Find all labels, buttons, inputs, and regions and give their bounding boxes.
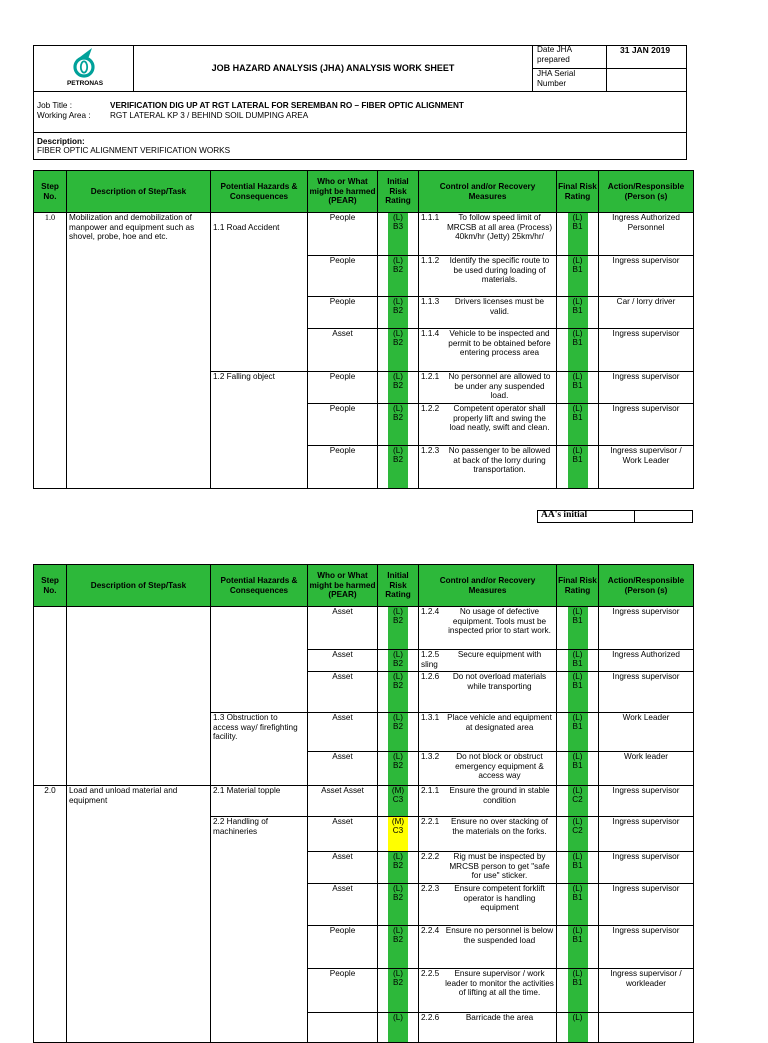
responsible: Ingress supervisor xyxy=(599,672,694,713)
working-area-label: Working Area : xyxy=(37,111,91,120)
description-text: FIBER OPTIC ALIGNMENT VERIFICATION WORKS xyxy=(37,146,231,155)
jha-table-1 xyxy=(33,170,694,489)
responsible: Car / lorry driver xyxy=(599,297,694,329)
control: 2.2.6 Barricade the area xyxy=(419,1013,557,1043)
initial-rating: (L) B2 xyxy=(378,329,419,372)
responsible: Ingress supervisor xyxy=(599,256,694,297)
hazard: 2.2 Handling of machineries xyxy=(211,817,308,1043)
control: 1.2.3 No passenger to be allowed at back of the lorry during transportation. xyxy=(419,446,557,489)
control: 2.2.2 Rig must be inspected by MRCSB person to get "safe for use" sticker. xyxy=(419,852,557,884)
initial-rating: (L) B3 xyxy=(378,213,419,256)
final-rating: (L) C2 xyxy=(557,817,599,852)
final-rating: (L) B1 xyxy=(557,404,599,446)
serial-label: JHA Serial Number xyxy=(537,69,576,88)
control: 1.2.2 Competent operator shall properly lift and swing the load neatly, swift and clean. xyxy=(419,404,557,446)
initial-rating: (L) B2 xyxy=(378,650,419,672)
pear: Asset xyxy=(308,672,378,713)
final-rating: (L) B1 xyxy=(557,852,599,884)
col-header: Control and/or Recovery Measures xyxy=(419,565,557,607)
pear: Asset xyxy=(308,817,378,852)
pear: People xyxy=(308,404,378,446)
control: 2.2.5 Ensure supervisor / work leader to monitor the activities of lifting at all the time. xyxy=(419,969,557,1013)
step-desc: Load and unload material and equipment xyxy=(67,786,211,1043)
hazard: 1.2 Falling object xyxy=(211,372,308,489)
col-header: Final Risk Rating xyxy=(557,565,599,607)
step-desc xyxy=(67,607,211,786)
pear: People xyxy=(308,372,378,404)
responsible: Ingress supervisor xyxy=(599,786,694,817)
col-header: Final Risk Rating xyxy=(557,171,599,213)
step-no xyxy=(34,607,67,786)
final-rating: (L) B1 xyxy=(557,650,599,672)
step-desc: Mobilization and demobilization of manpower and equipment such as shovel, probe, hoe and etc. xyxy=(67,213,211,489)
step-no: 2.0 xyxy=(34,786,67,1043)
initial-rating: (L) B2 xyxy=(378,926,419,969)
initial-rating: (L) B2 xyxy=(378,404,419,446)
final-rating: (L) B1 xyxy=(557,969,599,1013)
pear: People xyxy=(308,256,378,297)
pear: Asset xyxy=(308,329,378,372)
final-rating: (L) B1 xyxy=(557,329,599,372)
control: 1.1.1 To follow speed limit of MRCSB at all area (Process) 40km/hr (Jetty) 25km/hr/ xyxy=(419,213,557,256)
job-title: VERIFICATION DIG UP AT RGT LATERAL FOR SEREMBAN RO – FIBER OPTIC ALIGNMENT xyxy=(110,101,464,110)
final-rating: (L) B1 xyxy=(557,752,599,786)
final-rating: (L) B1 xyxy=(557,672,599,713)
pear: Asset Asset xyxy=(308,786,378,817)
col-header: Potential Hazards & Consequences xyxy=(211,565,308,607)
initial-rating: (L) B2 xyxy=(378,713,419,752)
col-header: Initial Risk Rating xyxy=(378,171,419,213)
initial-rating: (L) B2 xyxy=(378,852,419,884)
responsible: Ingress supervisor xyxy=(599,372,694,404)
hazard: 2.1 Material topple xyxy=(211,786,308,817)
pear: People xyxy=(308,926,378,969)
responsible: Ingress supervisor / Work Leader xyxy=(599,446,694,489)
initial-rating: (L) B2 xyxy=(378,446,419,489)
table-header-row xyxy=(34,171,694,213)
final-rating: (L) B1 xyxy=(557,446,599,489)
responsible: Ingress supervisor xyxy=(599,852,694,884)
pear: People xyxy=(308,297,378,329)
responsible: Ingress Authorized xyxy=(599,650,694,672)
control: 1.2.4 No usage of defective equipment. Tools must be inspected prior to start work. xyxy=(419,607,557,650)
aa-initial-divider xyxy=(634,510,635,523)
control: 1.1.2 Identify the specific route to be used during loading of materials. xyxy=(419,256,557,297)
initial-rating: (L) B2 xyxy=(378,297,419,329)
date-value: 31 JAN 2019 xyxy=(620,45,671,55)
final-rating: (L) B1 xyxy=(557,256,599,297)
control: 2.2.3 Ensure competent forklift operator is handling equipment xyxy=(419,884,557,926)
col-header: Action/Responsible (Person (s) xyxy=(599,171,694,213)
responsible: Ingress Authorized Personnel xyxy=(599,213,694,256)
col-header: Action/Responsible (Person (s) xyxy=(599,565,694,607)
pear: People xyxy=(308,213,378,256)
control: 2.1.1 Ensure the ground in stable condition xyxy=(419,786,557,817)
description-label: Description: xyxy=(37,137,85,146)
table-row xyxy=(34,607,694,650)
col-header: Potential Hazards & Consequences xyxy=(211,171,308,213)
responsible: Work leader xyxy=(599,752,694,786)
pear: People xyxy=(308,969,378,1013)
initial-rating: (L) B2 xyxy=(378,372,419,404)
control: 1.2.1 No personnel are allowed to be under any suspended load. xyxy=(419,372,557,404)
pear: Asset xyxy=(308,713,378,752)
final-rating: (L) B1 xyxy=(557,926,599,969)
responsible xyxy=(599,1013,694,1043)
col-header: Initial Risk Rating xyxy=(378,565,419,607)
col-header: Who or What might be harmed (PEAR) xyxy=(308,565,378,607)
responsible: Ingress supervisor xyxy=(599,607,694,650)
pear: Asset xyxy=(308,650,378,672)
working-area: RGT LATERAL KP 3 / BEHIND SOIL DUMPING AREA xyxy=(110,111,309,120)
responsible: Work Leader xyxy=(599,713,694,752)
pear: Asset xyxy=(308,607,378,650)
control: 2.2.1 Ensure no over stacking of the materials on the forks. xyxy=(419,817,557,852)
control: 1.2.6 Do not overload materials while transporting xyxy=(419,672,557,713)
jha-table-2 xyxy=(33,564,694,1043)
step-no: 1.0 xyxy=(34,213,67,489)
final-rating: (L) B1 xyxy=(557,884,599,926)
initial-rating: (L) B2 xyxy=(378,256,419,297)
initial-rating: (L) B2 xyxy=(378,607,419,650)
petronas-logo xyxy=(65,46,103,78)
table-row xyxy=(34,786,694,817)
responsible: Ingress supervisor / workleader xyxy=(599,969,694,1013)
col-header: Control and/or Recovery Measures xyxy=(419,171,557,213)
initial-rating: (M) C3 xyxy=(378,817,419,852)
logo-text: PETRONAS xyxy=(66,80,104,87)
control: 2.2.4 Ensure no personnel is below the suspended load xyxy=(419,926,557,969)
responsible: Ingress supervisor xyxy=(599,884,694,926)
col-header: Step No. xyxy=(34,171,67,213)
initial-rating: (M) C3 xyxy=(378,786,419,817)
final-rating: (L) B1 xyxy=(557,372,599,404)
pear: Asset xyxy=(308,852,378,884)
table-row xyxy=(34,213,694,256)
final-rating: (L) C2 xyxy=(557,786,599,817)
col-header: Step No. xyxy=(34,565,67,607)
control: 1.3.1 Place vehicle and equipment at designated area xyxy=(419,713,557,752)
control: 1.3.2 Do not block or obstruct emergency equipment & access way xyxy=(419,752,557,786)
col-header: Who or What might be harmed (PEAR) xyxy=(308,171,378,213)
responsible: Ingress supervisor xyxy=(599,926,694,969)
control: 1.1.3 Drivers licenses must be valid. xyxy=(419,297,557,329)
job-title-label: Job Title : xyxy=(37,101,73,110)
control: 1.1.4 Vehicle to be inspected and permit to be obtained before entering process area xyxy=(419,329,557,372)
responsible: Ingress supervisor xyxy=(599,404,694,446)
pear: Asset xyxy=(308,884,378,926)
final-rating: (L) B1 xyxy=(557,213,599,256)
pear: Asset xyxy=(308,752,378,786)
pear xyxy=(308,1013,378,1043)
hazard: 1.1 Road Accident xyxy=(211,213,308,372)
pear: People xyxy=(308,446,378,489)
initial-rating: (L) B2 xyxy=(378,969,419,1013)
final-rating: (L) B1 xyxy=(557,297,599,329)
responsible: Ingress supervisor xyxy=(599,817,694,852)
initial-rating: (L) xyxy=(378,1013,419,1043)
hazard: 1.3 Obstruction to access way/ firefighting facility. xyxy=(211,713,308,786)
initial-rating: (L) B2 xyxy=(378,672,419,713)
table-header-row xyxy=(34,565,694,607)
col-header: Description of Step/Task xyxy=(67,171,211,213)
responsible: Ingress supervisor xyxy=(599,329,694,372)
final-rating: (L) B1 xyxy=(557,607,599,650)
initial-rating: (L) B2 xyxy=(378,884,419,926)
final-rating: (L) B1 xyxy=(557,713,599,752)
page-title: JOB HAZARD ANALYSIS (JHA) ANALYSIS WORK SHEET xyxy=(211,63,455,73)
final-rating: (L) xyxy=(557,1013,599,1043)
aa-initial-label: AA's initial xyxy=(541,510,588,520)
initial-rating: (L) B2 xyxy=(378,752,419,786)
control: 1.2.5 Secure equipment with sling xyxy=(419,650,557,672)
col-header: Description of Step/Task xyxy=(67,565,211,607)
hazard xyxy=(211,607,308,713)
date-label: Date JHA prepared xyxy=(537,45,572,64)
